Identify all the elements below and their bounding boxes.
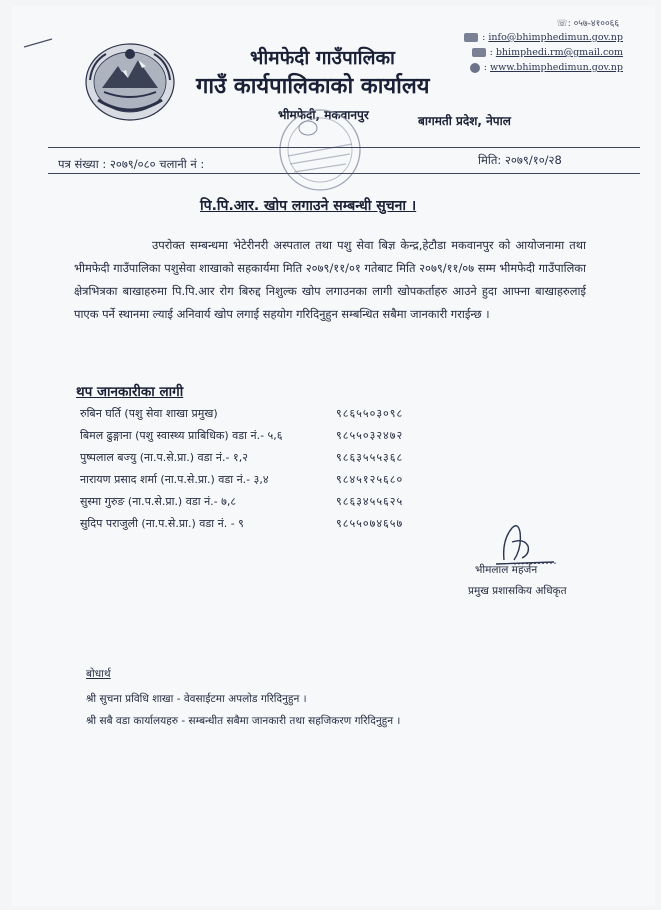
contact-phone: ९८४५१२५६८०	[336, 473, 404, 486]
province-name: बागमती प्रदेश, नेपाल	[418, 114, 511, 128]
website-text[interactable]: www.bhimphedimun.gov.np	[490, 62, 623, 73]
phone-number: ☏: ०५७-४१००६६	[556, 19, 619, 29]
reference-number: पत्र संख्या : २०७९/०८० चलानी नं :	[58, 157, 205, 171]
contact-phone: ९८६५५०३०९८	[336, 407, 404, 420]
contact-phone: ९८५५०३२४७२	[336, 429, 404, 442]
header-divider-top	[48, 147, 640, 148]
cc-line: श्री सबै वडा कार्यालयहरु - सम्बन्धीत सबैमा जानकारी तथा सहजिकरण गरिदिनुहुन ।	[86, 715, 401, 727]
contact-phone: ९८६३५५५३६८	[336, 451, 404, 464]
letter-date: मिति: २०७९/१०/२8	[478, 153, 562, 167]
envelope-icon	[472, 48, 486, 57]
gmail-line: : bhimphedi.rm@gmail.com	[472, 47, 623, 58]
contact-name: सुदिप पराजुली (ना.प.से.प्रा.) वडा नं. - ९	[80, 517, 244, 530]
contact-name: नारायण प्रसाद शर्मा (ना.प.से.प्रा.) वडा नं.- ३,४	[80, 473, 269, 486]
contact-name: पुष्पलाल बज्यु (ना.प.से.प्रा.) वडा नं.- १,२	[80, 451, 248, 464]
envelope-icon	[464, 33, 478, 42]
contact-name: रुबिन घर्ति (पशु सेवा शाखा प्रमुख)	[80, 407, 218, 420]
signatory-role: प्रमुख प्रशासकिय अधिकृत	[468, 585, 567, 597]
subject-line: पि.पि.आर. खोप लगाउने सम्बन्धी सुचना ।	[200, 198, 417, 214]
signatory-name: भीमलाल महर्जन	[475, 564, 538, 576]
header-divider-bottom	[48, 173, 640, 174]
office-location: भीमफेदी, मकवानपुर	[278, 108, 369, 122]
contact-name: सुस्मा गुरुङ (ना.प.से.प्रा.) वडा नं.- ७,८	[80, 495, 237, 508]
email-text[interactable]: info@bhimphedimun.gov.np	[488, 32, 623, 43]
contact-phone: ९८५५०७४६५७	[336, 517, 404, 530]
email-line: : info@bhimphedimun.gov.np	[464, 32, 623, 43]
office-name: गाउँ कार्यपालिकाको कार्यालय	[196, 74, 430, 99]
website-line: : www.bhimphedimun.gov.np	[470, 62, 623, 73]
handwritten-signature	[484, 520, 564, 568]
notice-body-text: उपरोक्त सम्बन्धमा भेटेरीनरी अस्पताल तथा पशु सेवा बिज्ञ केन्द्र,हेटौडा मकवानपुर को आयोजनामा तथा भीमफेदी गाउँपालिका पशुसेवा शाखाको सहकार्यमा मिति २०७९/११/०१ गतेबाट मिति २०७९/११/०७ सम्म भीमफेदी गाउँपालिका क्षेत्रभित्रका बाखाहरुमा पि.पि.आर रोग बिरुद्द निशुल्क खोप लगाउनका लागी खोपकर्ताहरु आउने हुदा आफ्ना बाखाहरुलाई पाएक पर्ने स्थानमा ल्याई अनिवार्य खोप लगाई सहयोग गरिदिनुहुन सम्बन्धित सबैमा जानकारी गराईन्छ ।	[74, 238, 586, 321]
municipality-name: भीमफेदी गाउँपालिका	[250, 47, 395, 69]
contacts-heading: थप जानकारीका लागी	[76, 384, 184, 400]
globe-icon	[470, 63, 480, 73]
notice-body	[74, 234, 586, 326]
cc-heading: बोधार्थ	[86, 668, 111, 680]
gmail-text[interactable]: bhimphedi.rm@gmail.com	[495, 47, 623, 58]
contact-phone: ९८६३४५५६२५	[336, 495, 404, 508]
office-stamp	[272, 104, 368, 196]
cc-line: श्री सुचना प्रविधि शाखा - वेवसाईटमा अपलोड गरिदिनुहुन ।	[86, 693, 307, 705]
contact-name: बिमल ढुङ्गाना (पशु स्वास्थ्य प्राबिधिक) वडा नं.- ५,६	[80, 429, 283, 442]
pen-mark	[22, 36, 56, 50]
nepal-emblem-icon	[82, 40, 178, 124]
